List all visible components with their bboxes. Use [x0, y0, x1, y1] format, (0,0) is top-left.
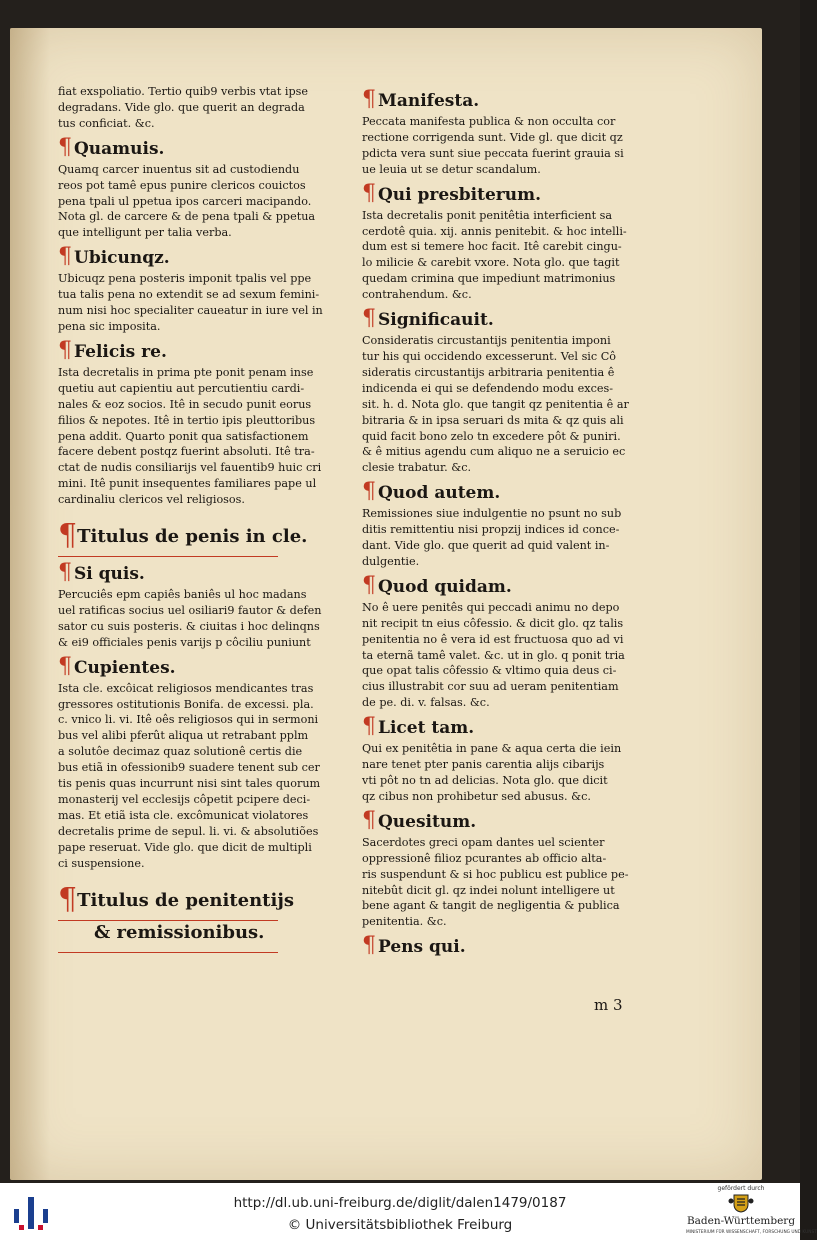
text-line: rectione corrigenda sunt. Vide gl. que dicit qz — [362, 130, 623, 144]
rubric-bracket-icon: ¶ — [58, 881, 78, 917]
section-heading — [362, 87, 634, 114]
text-line: Nota gl. de carcere & de pena tpali & ppetua — [58, 210, 316, 224]
text-line: decretalis prime de sepul. li. vi. & absolutiões — [58, 824, 319, 838]
text-line: vti pôt no tn ad delicias. Nota glo. que dicit — [362, 774, 608, 787]
text-line: ctat de nudis consiliarijs vel fauentib9 huic cri — [58, 461, 322, 475]
title-heading — [58, 518, 328, 554]
rubric-underline — [58, 556, 278, 557]
section-heading-text: Manifesta. — [378, 91, 480, 111]
text-line: contrahendum. &c. — [362, 288, 472, 302]
text-line: tis penis quas incurrunt nisi sint tales quorum — [58, 777, 321, 791]
section-heading — [58, 244, 328, 271]
text-line: tus conficiat. &c. — [58, 116, 155, 130]
title-heading-text: Titulus de penitentijs — [77, 889, 294, 911]
text-line: bene agant & tangit de negligentia & publica — [362, 899, 620, 913]
text-line: Ista cle. excôicat religiosos mendicantes tras — [58, 681, 314, 695]
rubric-pilcrow-icon: ¶ — [58, 134, 72, 160]
signature-mark: m 3 — [594, 996, 623, 1014]
section-heading — [58, 560, 328, 587]
text-line: nit recipit tn eius côfessio. & dicit glo. qz talis — [362, 616, 624, 630]
rubric-pilcrow-icon: ¶ — [362, 933, 376, 959]
text-line: & ei9 officiales penis varijs p côciliu puniunt — [58, 635, 311, 649]
section-heading-text: Quesitum. — [378, 811, 477, 832]
viewer-footer — [0, 1183, 817, 1240]
text-line: tur his qui occidendo excesserunt. Vel sic Cô — [362, 349, 617, 363]
text-line: nitebût dicit gl. qz indei nolunt intelligere ut — [362, 883, 615, 897]
text-line: degradans. Vide glo. que querit an degrada — [58, 100, 305, 114]
text-line: ditis remittentiu nisi propzij indices id conce- — [362, 523, 620, 537]
text-line: Ubicuqz pena posteris imponit tpalis vel ppe — [58, 272, 312, 286]
text-line: mini. Itê punit insequentes familiares pape ul — [58, 477, 317, 491]
section-heading-text: Quod autem. — [378, 483, 501, 504]
section-heading-text: Qui presbiterum. — [378, 184, 542, 205]
text-line: clesie trabatur. &c. — [362, 461, 472, 475]
text-line: Ista decretalis in prima pte ponit penam inse — [58, 365, 314, 379]
text-line: bus vel alibi pferût aliqua ut retrabant pplm — [58, 729, 309, 743]
text-line: lo milicie & carebit vxore. Nota glo. que tagit — [362, 256, 620, 270]
text-line: a solutôe decimaz quaz solutionê certis die — [58, 745, 303, 759]
rubric-pilcrow-icon: ¶ — [58, 653, 72, 679]
section-heading — [58, 654, 328, 681]
section-heading — [362, 306, 634, 333]
text-line: filios & nepotes. Itê in tertio ipis pleuttoribus — [58, 413, 316, 427]
section-heading-text: Ubicunqz. — [74, 248, 170, 269]
section-heading-text: Si quis. — [74, 564, 145, 585]
text-line: bitraria & in ipsa seruari ds mita & qz quis ali — [362, 413, 624, 427]
text-line: num nisi hoc specialiter caueatur in iure vel in — [58, 304, 323, 318]
text-line: pena addit. Quarto ponit qua satisfactionem — [58, 429, 309, 443]
text-line: oppressionê filioz pcurantes ab officio alta- — [362, 851, 607, 865]
right-text-column — [362, 84, 634, 960]
text-line: Percuciês epm capiês baniês ul hoc madans — [58, 588, 307, 602]
section-heading-text: Licet tam. — [378, 718, 475, 739]
text-line: cerdotê quia. xij. annis penitebit. & hoc intelli- — [362, 224, 627, 238]
text-line: pape reseruat. Vide glo. que dicit de multipli — [58, 840, 312, 854]
text-line: Consideratis circustantijs penitentia imponi — [362, 334, 611, 348]
page-gutter-shade — [10, 28, 50, 1180]
section-heading — [362, 479, 634, 506]
text-line: tua talis pena no extendit se ad sexum femini- — [58, 288, 320, 302]
text-line: fiat exspoliatio. Tertio quib9 verbis vtat ipse — [58, 85, 308, 98]
rubric-pilcrow-icon: ¶ — [362, 306, 376, 332]
text-line: ue leuia ut se detur scandalum. — [362, 162, 541, 176]
text-line: Qui ex penitêtia in pane & aqua certa die iein — [362, 742, 622, 756]
text-line: que intelligunt per talia verba. — [58, 226, 232, 240]
left-text-column — [58, 84, 328, 953]
section-heading-text: Cupientes. — [74, 657, 176, 678]
section-heading — [362, 181, 634, 208]
text-line: qz cibus non prohibetur sed abusus. &c. — [362, 789, 591, 803]
rubric-underline — [58, 952, 278, 953]
rubric-pilcrow-icon: ¶ — [362, 87, 376, 112]
rubric-pilcrow-icon: ¶ — [362, 714, 376, 740]
text-line: bus etiã in ofessionib9 suadere tenent sub cer — [58, 761, 320, 775]
section-heading — [362, 933, 634, 960]
text-line: ci suspensione. — [58, 856, 145, 870]
section-heading-text: Felicis re. — [74, 341, 167, 362]
title-heading — [58, 881, 328, 917]
text-line: dant. Vide glo. que querit ad quid valent in- — [362, 539, 610, 553]
rubric-pilcrow-icon: ¶ — [58, 244, 72, 270]
text-line: dulgentie. — [362, 554, 420, 568]
text-line: nales & eoz socios. Itê in secudo punit eorus — [58, 397, 312, 411]
text-line: penitentia no ê vera id est fructuosa quo ad vi — [362, 632, 624, 646]
text-line: Ista decretalis ponit penitêtia interficient sa — [362, 208, 613, 222]
text-line: No ê uere penitês qui peccadi animu no depo — [362, 600, 620, 614]
rubric-bracket-icon: ¶ — [58, 518, 78, 554]
section-heading-text: Pens qui. — [378, 937, 466, 958]
text-line: dum est si temere hoc facit. Itê carebit cingu- — [362, 240, 622, 254]
text-line: pdicta vera sunt siue peccata fuerint grauia si — [362, 146, 624, 160]
text-line: Quamq carcer inuentus sit ad custodiendu — [58, 162, 300, 176]
text-line: Remissiones siue indulgentie no psunt no sub — [362, 507, 622, 521]
section-heading-text: Significauit. — [378, 310, 494, 331]
section-heading — [58, 135, 328, 162]
section-heading — [362, 808, 634, 835]
title-heading — [58, 921, 328, 945]
text-line: penitentia. &c. — [362, 915, 447, 929]
text-line: Sacerdotes greci opam dantes uel scienter — [362, 835, 605, 849]
text-line: monasterij vel ecclesijs côpetit pcipere deci- — [58, 793, 311, 806]
text-line: gressores ostitutionis Bonifa. de excessi. pla. — [58, 697, 314, 711]
text-line: indicenda ei qui se defendendo modu exces- — [362, 381, 613, 395]
text-line: quedam crimina que impediunt matrimonius — [362, 272, 616, 286]
text-line: sit. h. d. Nota glo. que tangit qz penitentia ê ar — [362, 397, 629, 411]
sponsor-name: Baden-Württemberg — [686, 1215, 796, 1227]
section-heading-text: Quamuis. — [74, 138, 165, 159]
text-line: c. vnico li. vi. Itê oês religiosos qui in sermoni — [58, 713, 319, 727]
section-heading — [362, 714, 634, 741]
text-line: sator cu suis posteris. & ciuitas i hoc delinqns — [58, 619, 320, 633]
text-line: que opat talis côfessio & vltimo quia deus ci- — [362, 664, 617, 678]
text-line: quid facit bono zelo tn excedere pôt & puniri. — [362, 429, 621, 443]
rubric-pilcrow-icon: ¶ — [362, 572, 376, 598]
text-line: nare tenet pter panis carentia alijs cibarijs — [362, 758, 605, 772]
text-line: mas. Et etiã ista cle. excômunicat violatores — [58, 808, 309, 822]
rubric-pilcrow-icon: ¶ — [58, 560, 72, 586]
text-line: quetiu aut capientiu aut percutientiu cardi- — [58, 381, 305, 395]
rubric-pilcrow-icon: ¶ — [58, 337, 72, 363]
text-line: pena sic imposita. — [58, 319, 161, 333]
copyright-notice: © Universitätsbibliothek Freiburg — [287, 1217, 513, 1233]
text-line: Peccata manifesta publica & non occulta cor — [362, 115, 616, 128]
document-url[interactable]: http://dl.ub.uni-freiburg.de/diglit/dalen1479/0187 — [233, 1195, 567, 1211]
text-line: cius illustrabit cor suu ad ueram penitentiam — [362, 680, 619, 694]
section-heading-text: Quod quidam. — [378, 576, 512, 597]
sponsor-top-text: gefördert durch — [717, 1185, 765, 1192]
text-line: & ê mitius agendu cum aliquo ne a seruicio ec — [362, 445, 626, 459]
text-line: reos pot tamê epus punire clericos couictos — [58, 178, 306, 192]
text-line: cardinaliu clericos vel religiosos. — [58, 493, 245, 507]
sponsor-ministry: MINISTERIUM FÜR WISSENSCHAFT, FORSCHUNG UND KUNST — [686, 1230, 817, 1235]
text-line: pena tpali ul ppetua ipos carceri macipando. — [58, 194, 312, 208]
text-line: ta eternã tamê valet. &c. ut in glo. q ponit tria — [362, 648, 625, 662]
title-heading-text: & remissionibus. — [94, 921, 265, 943]
rubric-pilcrow-icon: ¶ — [362, 807, 376, 833]
title-heading-text: Titulus de penis in cle. — [77, 526, 308, 548]
text-line: sideratis circustantijs arbitraria penitentia ê — [362, 365, 615, 379]
coat-of-arms-icon — [728, 1193, 754, 1213]
rubric-pilcrow-icon: ¶ — [362, 180, 376, 206]
rubric-pilcrow-icon: ¶ — [362, 479, 376, 505]
sponsor-logo — [686, 1185, 817, 1239]
text-line: ris suspendunt & si hoc publicu est publice pe- — [362, 867, 629, 881]
section-heading — [58, 338, 328, 365]
text-line: de pe. di. v. falsas. &c. — [362, 696, 490, 710]
text-line: uel ratificas socius uel osiliari9 fautor & defen — [58, 603, 322, 617]
section-heading — [362, 573, 634, 600]
text-line: facere debent postqz fuerint absoluti. Itê tra- — [58, 445, 315, 459]
